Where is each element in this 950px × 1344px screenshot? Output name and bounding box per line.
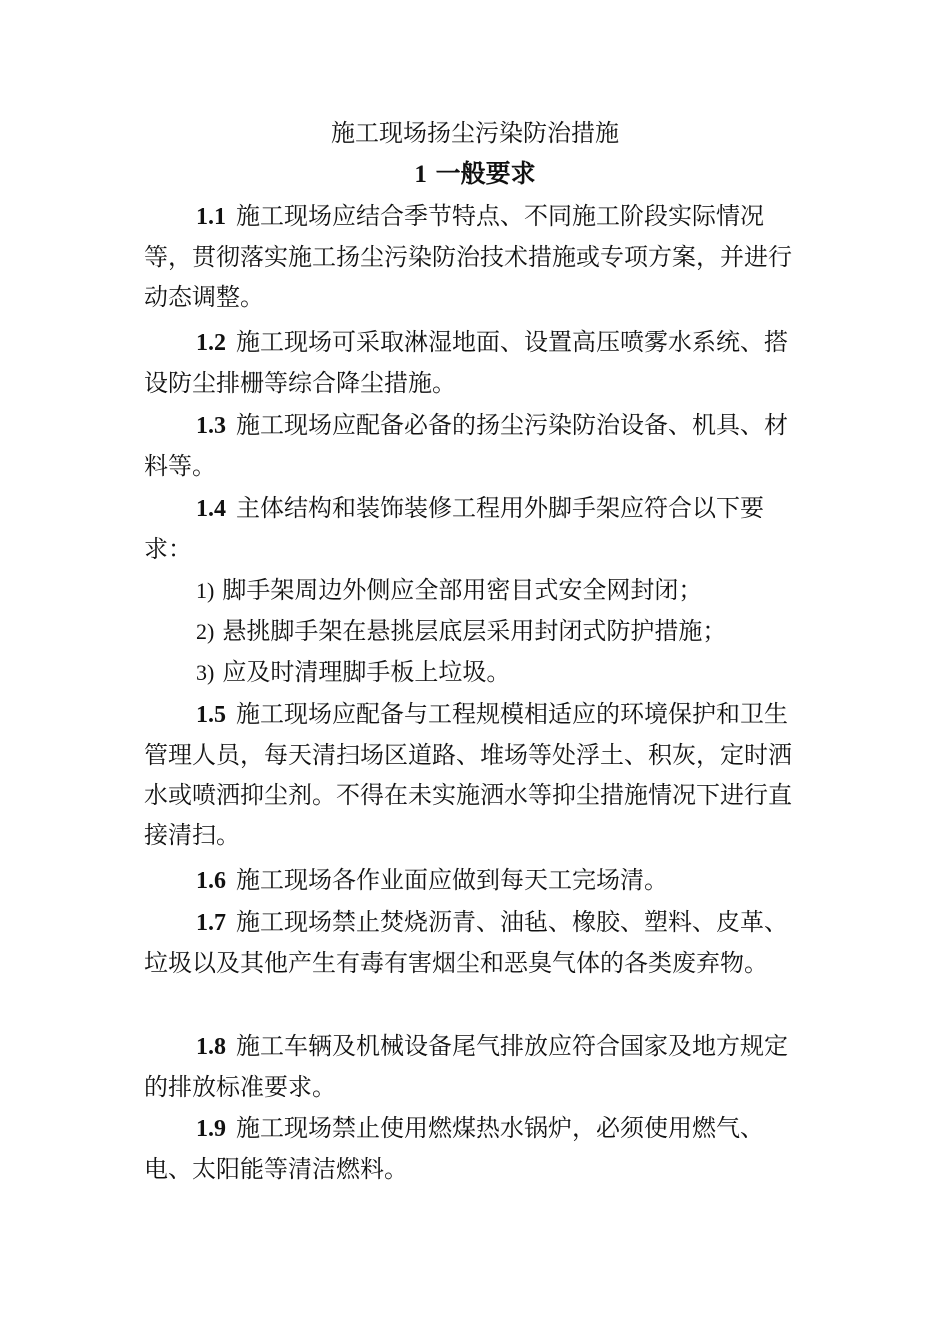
list-item-text: 悬挑脚手架在悬挑层底层采用封闭式防护措施；	[222, 617, 727, 645]
paragraph-1-8	[144, 1026, 808, 1107]
paragraph-text: 施工现场应配备与工程规模相适应的环境保护和卫生管理人员，每天清扫场区道路、堆场等处浮土、积灰，定时洒水或喷洒抑尘剂。不得在未实施洒水等抑尘措施情况下进行直接清扫。	[144, 700, 792, 849]
paragraph-1-2	[144, 322, 808, 403]
list-item-text: 脚手架周边外侧应全部用密目式安全网封闭；	[222, 576, 703, 604]
paragraph-1-4	[144, 488, 808, 569]
paragraph-1-5	[144, 694, 808, 855]
paragraph-text: 施工现场应结合季节特点、不同施工阶段实际情况等，贯彻落实施工扬尘污染防治技术措施或专项方案，并进行动态调整。	[144, 202, 792, 311]
paragraph-number: 1.3	[196, 413, 226, 439]
list-item-2	[196, 611, 808, 652]
paragraph-text: 施工车辆及机械设备尾气排放应符合国家及地方规定的排放标准要求。	[144, 1032, 788, 1101]
paragraph-1-6	[144, 860, 808, 901]
paragraph-number: 1.9	[196, 1116, 226, 1142]
list-item-number: 1)	[196, 578, 215, 603]
list-item-number: 2)	[196, 619, 215, 644]
paragraph-text: 主体结构和装饰装修工程用外脚手架应符合以下要求：	[144, 494, 764, 563]
paragraph-number: 1.4	[196, 496, 226, 522]
document-title: 施工现场扬尘污染防治措施	[331, 119, 619, 147]
paragraph-number: 1.2	[196, 330, 226, 356]
paragraph-1-9	[144, 1108, 808, 1189]
paragraph-1-1	[144, 196, 808, 317]
paragraph-number: 1.1	[196, 204, 226, 230]
paragraph-text: 施工现场可采取淋湿地面、设置高压喷雾水系统、搭设防尘排栅等综合降尘措施。	[144, 328, 788, 397]
section-title: 一般要求	[435, 159, 536, 188]
section-heading	[0, 156, 950, 193]
list-item-text: 应及时清理脚手板上垃圾。	[222, 658, 511, 686]
paragraph-text: 施工现场禁止使用燃煤热水锅炉，必须使用燃气、电、太阳能等清洁燃料。	[144, 1114, 764, 1183]
paragraph-number: 1.7	[196, 910, 226, 936]
list-item-1	[196, 570, 808, 611]
paragraph-number: 1.5	[196, 702, 226, 728]
list-item-3	[196, 652, 808, 693]
paragraph-number: 1.6	[196, 868, 226, 894]
paragraph-number: 1.8	[196, 1034, 226, 1060]
section-number: 1	[414, 161, 427, 188]
list-item-number: 3)	[196, 660, 215, 685]
paragraph-text: 施工现场禁止焚烧沥青、油毡、橡胶、塑料、皮革、垃圾以及其他产生有毒有害烟尘和恶臭气体的各类废弃物。	[144, 908, 788, 977]
paragraph-text: 施工现场各作业面应做到每天工完场清。	[236, 866, 668, 894]
paragraph-1-3	[144, 405, 808, 486]
paragraph-text: 施工现场应配备必备的扬尘污染防治设备、机具、材料等。	[144, 411, 788, 480]
paragraph-1-7	[144, 902, 808, 983]
